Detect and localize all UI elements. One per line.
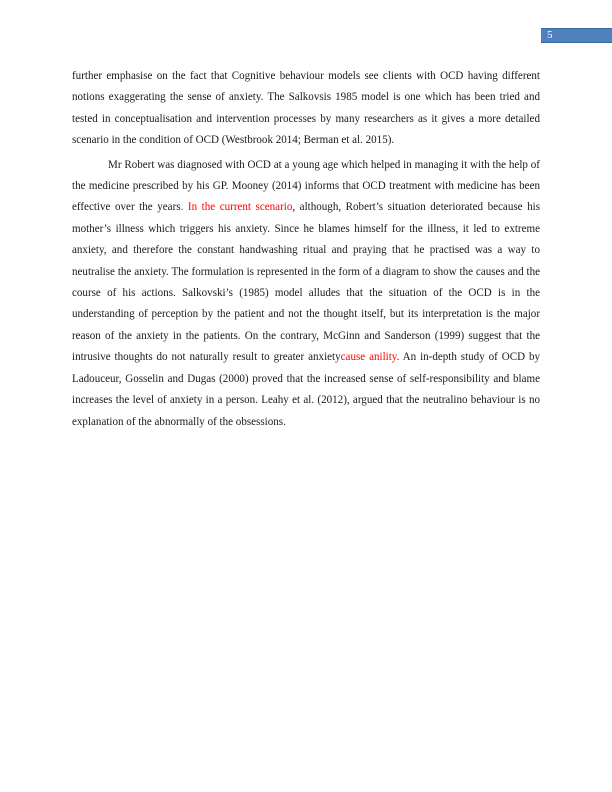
text-run: further emphasise on the fact that Cognitive behaviour models see clients with OCD having different notions exaggerating the sense of anxiety. The Salkovsis 1985 model is one which has been tried and tested in conceptualisation and intervention processes by many researchers as it gives a more detailed scenario in the condition of OCD (Westbrook 2014; Berman et al. 2015). (72, 70, 540, 147)
paragraph (72, 155, 540, 433)
highlighted-text-run: cause anility (340, 351, 397, 364)
text-run: , although, Robert’s situation deteriorated because his mother’s illness which triggers his anxiety. Since he blames himself for the illness, it led to extreme anxiety, and therefore the constant handwashing ritual and praying that he practised was a way to neutralise the anxiety. The formulation is represented in the form of a diagram to show the causes and the course of his actions. Salkovski’s (1985) model alludes that the situation of the OCD is in the understanding of perception by the patient and not the thought itself, but its interpretation is the major reason of the anxiety in the patients. On the contrary, McGinn and Sanderson (1999) suggest that the intrusive thoughts do not naturally result to greater anxiety (72, 201, 540, 364)
highlighted-text-run: . In the current scenario (180, 201, 293, 214)
text-run: . An in-depth study of OCD by Ladouceur, Gosselin and Dugas (2000) proved that the increased sense of self-responsibility and blame increases the level of anxiety in a person. Leahy et al. (2012), argued that the neutralino behaviour is no explanation of the abnormally of the obsessions. (72, 351, 540, 428)
paragraph (72, 66, 540, 152)
text-run: Mr Robert was diagnosed with OCD at a young age which helped in managing it with the help of the medicine prescribed by his GP. Mooney (2014) informs that OCD treatment with medicine has been effective over the years (72, 158, 540, 214)
page-number-badge (541, 28, 612, 43)
page-number: 5 (547, 29, 553, 41)
document-body (72, 66, 540, 433)
